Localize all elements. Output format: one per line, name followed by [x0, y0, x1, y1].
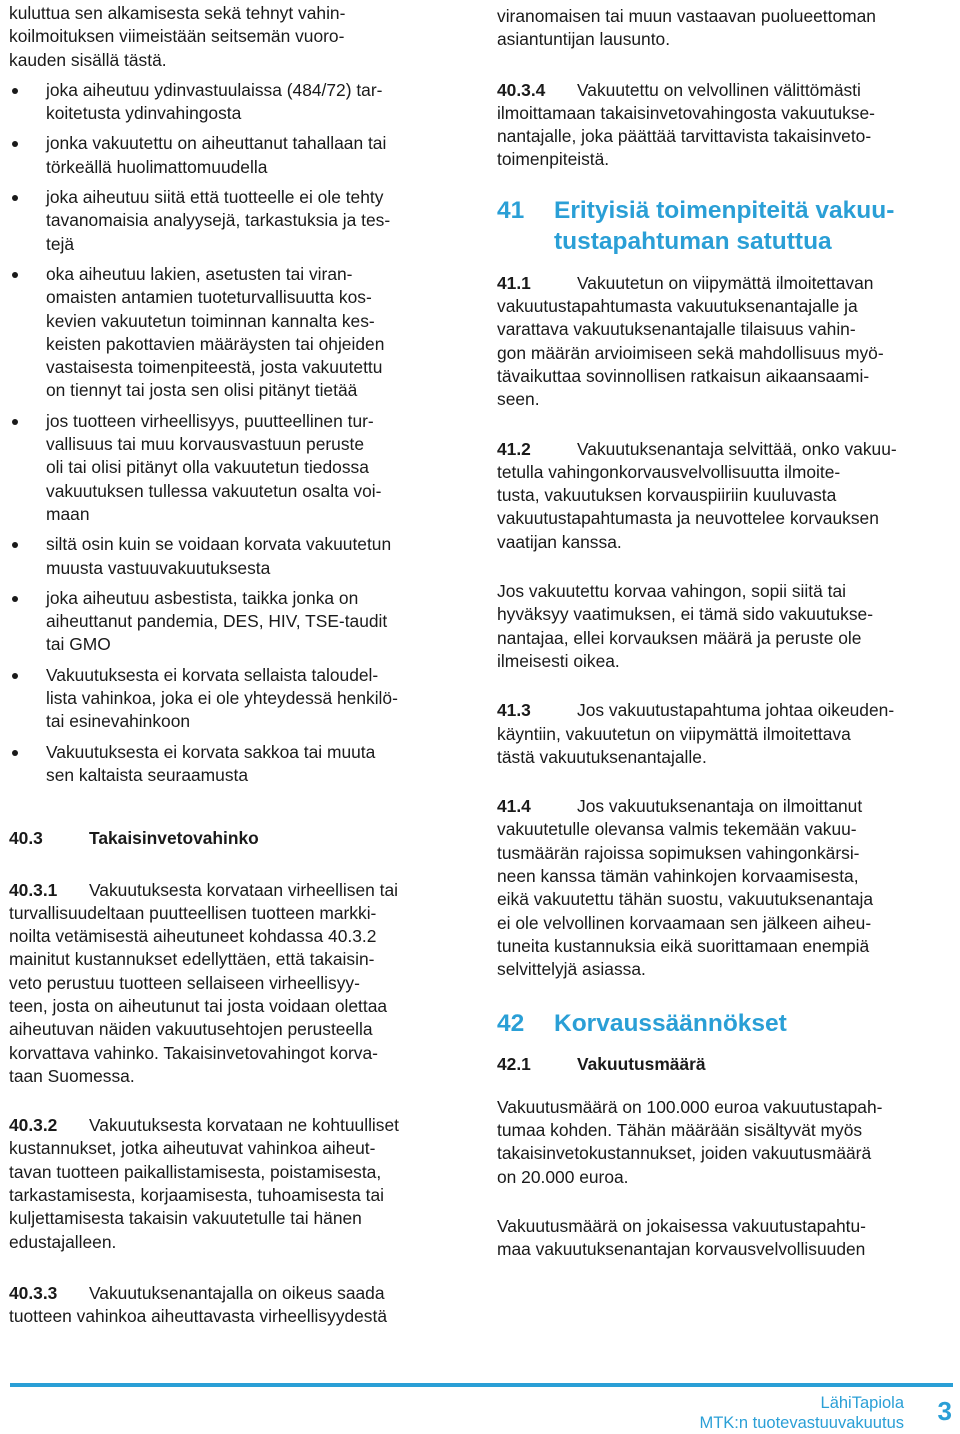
bullet-icon — [12, 195, 18, 201]
list-item: jos tuotteen virheellisyys, puutteellinen tur- vallisuus tai muu korvausvastuun peruste oli tai olisi pitänyt olla vakuutetun tiedossa vakuutuksen tullessa vakuutetun osalta voi- maan — [9, 410, 465, 526]
list-item: joka aiheutuu asbestista, taikka jonka on aiheuttanut pandemia, DES, HIV, TSE-taudit tai GMO — [9, 587, 465, 657]
list-item: Vakuutuksesta ei korvata sellaista taloudel- lista vahinkoa, joka ei ole yhteydessä henkilö- tai esinevahinkoon — [9, 664, 465, 734]
list-item: oka aiheutuu lakien, asetusten tai viran- omaisten antamien tuoteturvallisuutta kos- kevien vakuutetun toiminnan kannalta kes- keisten pakottavien määräysten tai ohjeiden vastaisesta toimenpiteestä, josta vakuutettu on tiennyt tai josta sen olisi pitänyt tietää — [9, 263, 465, 403]
bullet-icon — [12, 542, 18, 548]
continued-paragraph: viranomaisen tai muun vastaavan puolueettoman asiantuntijan lausunto. — [497, 6, 876, 50]
paragraph-41-2-continued: Jos vakuutettu korvaa vahingon, sopii siitä tai hyväksyy vaatimuksen, ei tämä sido vakuutukse- nantajaa, ellei korvauksen määrä ja peruste ole ilmeisesti oikea. — [497, 581, 873, 671]
section-heading-40-3: 40.3 Takaisinvetovahinko — [9, 828, 259, 849]
bullet-icon — [12, 419, 18, 425]
left-column — [9, 0, 465, 1329]
paragraph-40-3-2: 40.3.2 Vakuutuksesta korvataan ne kohtuulliset kustannukset, jotka aiheutuvat vahinkoa aiheut- tavan tuotteen paikallistamisesta, poistamisesta, tarkastamisesta, korjaamisesta, tuhoamisesta tai kuljettamisesta takaisin vakuutetulle tai hänen edustajalleen. — [9, 1115, 399, 1252]
list-item: Vakuutuksesta ei korvata sakkoa tai muuta sen kaltaista seuraamusta — [9, 741, 465, 788]
page-number: 3 — [937, 1396, 952, 1426]
paragraph-40-3-4: 40.3.4 Vakuutettu on velvollinen välittömästi ilmoittamaan takaisinvetovahingosta vakuutukse- nantajalle, joka päättää tarvittavista takaisinveto- toimenpiteistä. — [497, 79, 875, 170]
list-item: jonka vakuutettu on aiheuttanut tahallaan tai törkeällä huolimattomuudella — [9, 132, 465, 179]
paragraph-41-3: 41.3 Jos vakuutustapahtuma johtaa oikeuden- käyntiin, vakuutetun on viipymättä ilmoitettava tästä vakuutuksenantajalle. — [497, 700, 895, 767]
brand-name: LähiTapiola — [820, 1394, 904, 1412]
bullet-icon — [12, 272, 18, 278]
list-item: joka aiheutuu ydinvastuulaissa (484/72) tar- koitetusta ydinvahingosta — [9, 79, 465, 126]
paragraph-42-1: Vakuutusmäärä on 100.000 euroa vakuutustapah- tumaa kohden. Tähän määrään sisältyvät myös takaisinvetokustannukset, joiden vakuutusmäärä on 20.000 euroa. — [497, 1096, 883, 1187]
bullet-icon — [12, 596, 18, 602]
paragraph-40-3-1: 40.3.1 Vakuutuksesta korvataan virheellisen tai turvallisuudeltaan puutteellisen tuotteen markki- noilta vetämisestä aiheutuneet kohdassa 40.3.2 mainitut kustannukset edellyttäen, että takaisin- veto perustuu tuotteen sellaiseen virheellisyy- teen, josta on aiheutunut tai josta voidaan olettaa aiheutuvan näiden vakuutusehtojen perusteella korvattava vahinko. Takaisinvetovahingot korva- taan Suomessa. — [9, 879, 399, 1086]
document-subtitle: MTK:n tuotevastuuvakuutus — [699, 1414, 904, 1432]
paragraph-41-4: 41.4 Jos vakuutuksenantaja on ilmoittanut vakuutetulle olevansa valmis tekemään vakuu- tusmäärän rajoissa sopimuksen vahingonkärsi- neen kanssa tämän vahinkojen korvaamisesta, eikä vakuutettu tähän suostu, vakuutuksenantaja ei ole velvollinen korvaamaan sen jälkeen aiheu- tuneita kustannuksia eikä suorittamaan enempiä selvittelyjä asiassa. — [497, 796, 874, 980]
list-item: joka aiheutuu siitä että tuotteelle ei ole tehty tavanomaisia analyysejä, tarkastuksia ja tes- tejä — [9, 186, 465, 256]
section-heading-41: 41 Erityisiä toimenpiteitä vakuu- tustapahtuman satuttua — [497, 196, 895, 255]
intro-paragraph: kuluttua sen alkamisesta sekä tehnyt vahin- koilmoituksen viimeistään seitsemän vuoro- kauden sisällä tästä. — [9, 3, 346, 70]
bullet-icon — [12, 673, 18, 679]
right-column — [497, 0, 953, 1262]
footer-divider — [10, 1383, 953, 1387]
paragraph-42-1-continued: Vakuutusmäärä on jokaisessa vakuutustapahtu- maa vakuutuksenantajan korvausvelvollisuuden — [497, 1215, 866, 1260]
section-heading-42: 42 Korvaussäännökset — [497, 1009, 787, 1037]
paragraph-41-1: 41.1 Vakuutetun on viipymättä ilmoitettavan vakuutustapahtumasta vakuutuksenantajalle ja varattava vakuutuksenantajalle tilaisuus vahin- gon määrän arvioimiseen sekä mahdollisuus myö- tävaikuttaa sovinnollisen ratkaisun aikaansaami- seen. — [497, 272, 884, 410]
paragraph-40-3-3: 40.3.3 Vakuutuksenantajalla on oikeus saada tuotteen vahinkoa aiheuttavasta virheellisyydestä — [9, 1282, 388, 1327]
section-heading-42-1: 42.1 Vakuutusmäärä — [497, 1053, 706, 1074]
paragraph-41-2: 41.2 Vakuutuksenantaja selvittää, onko vakuu- tetulla vahingonkorvausvelvollisuutta ilmoite- tusta, vakuutuksen korvauspiiriin kuuluvasta vakuutustapahtumasta ja neuvottelee korvauksen vaatijan kanssa. — [497, 438, 897, 552]
footer-brand — [699, 1393, 904, 1433]
bullet-icon — [12, 750, 18, 756]
exclusion-list — [9, 79, 465, 787]
bullet-icon — [12, 141, 18, 147]
list-item: siltä osin kuin se voidaan korvata vakuutetun muusta vastuuvakuutuksesta — [9, 533, 465, 580]
bullet-icon — [12, 88, 18, 94]
